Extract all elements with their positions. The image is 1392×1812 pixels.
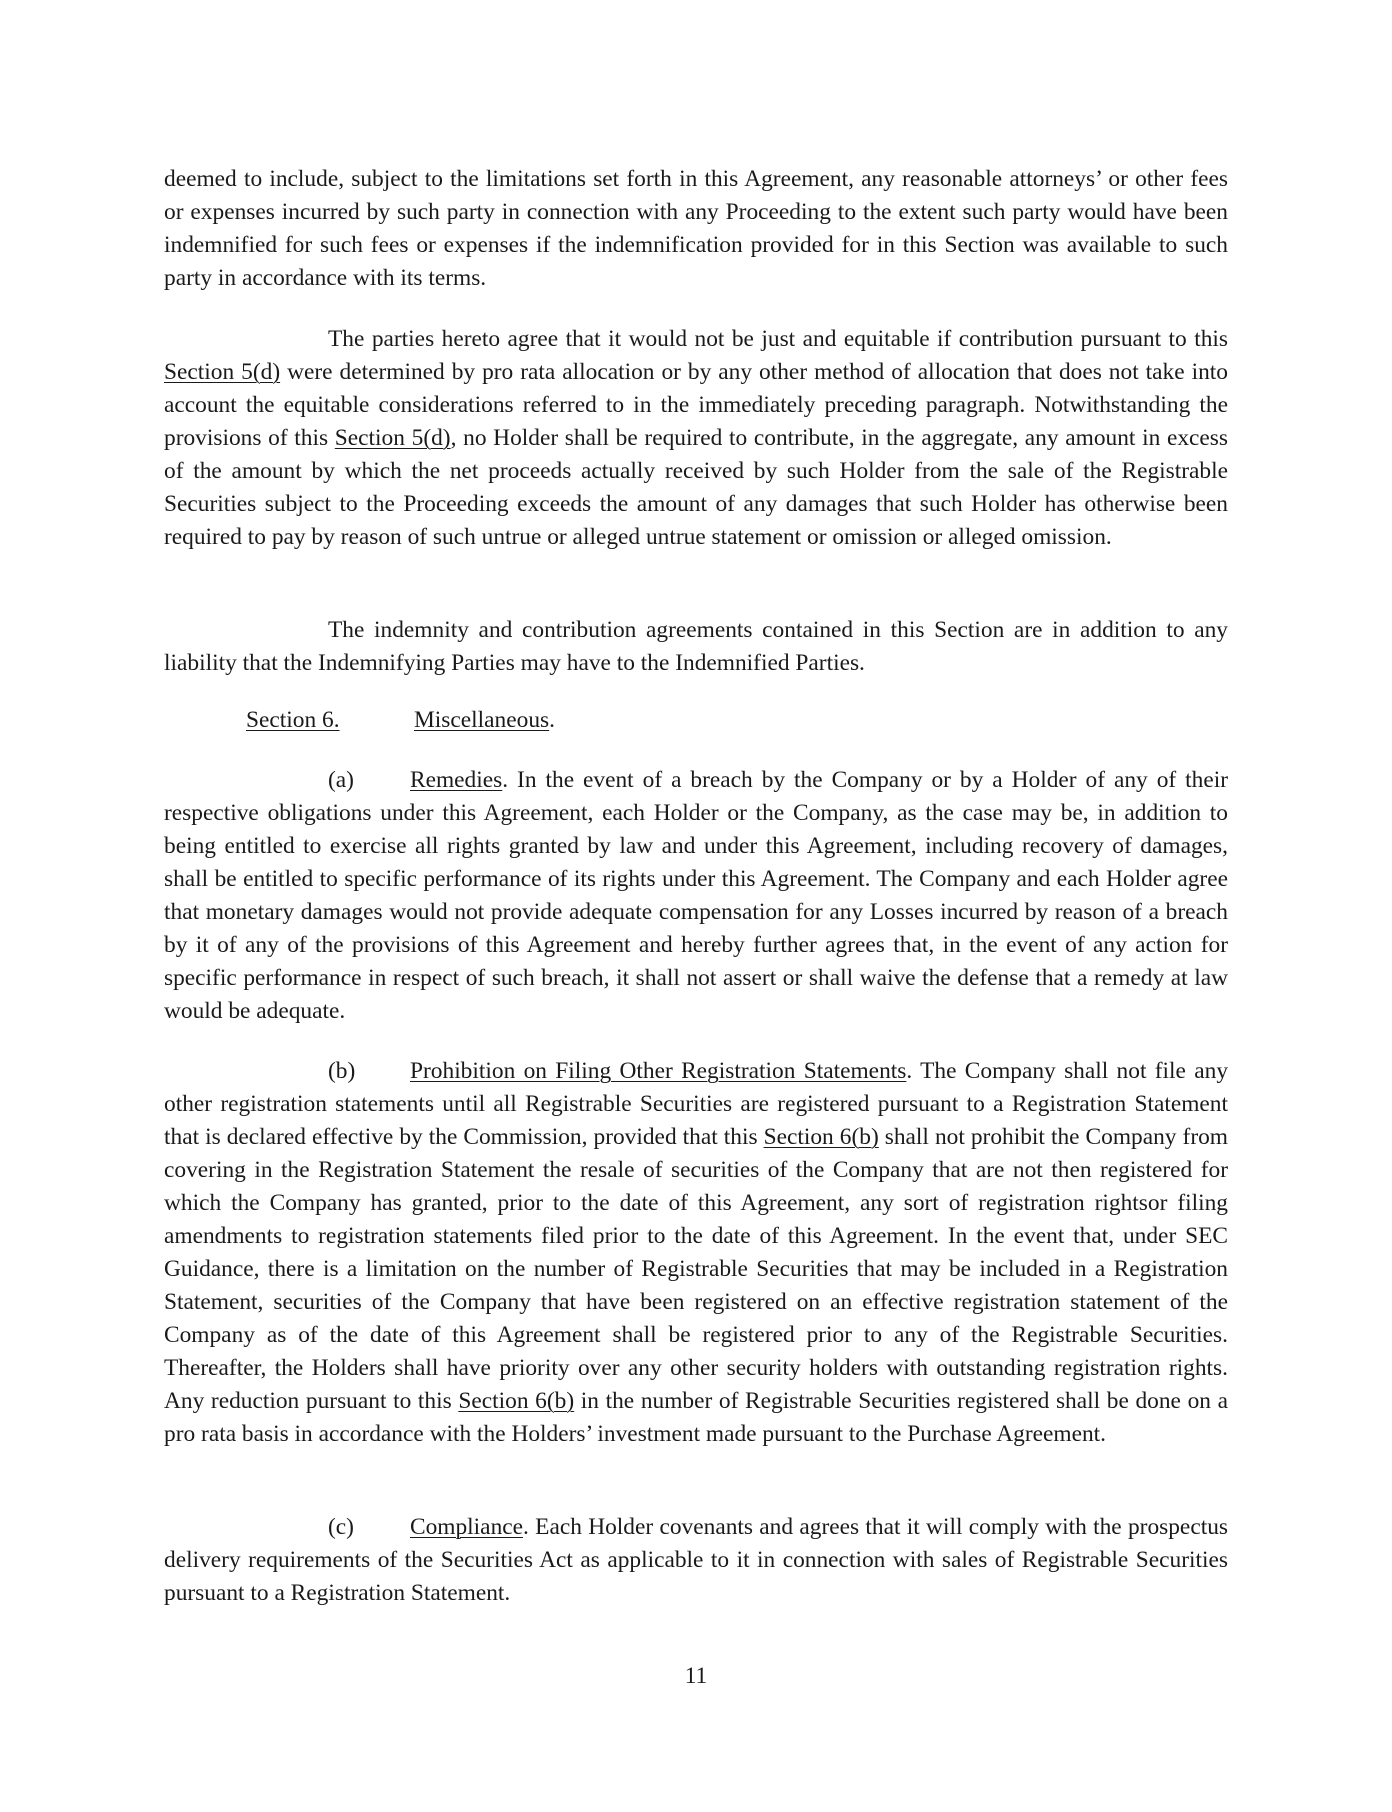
page-number: 11 [684, 1663, 708, 1689]
section-title: Miscellaneous [414, 707, 550, 733]
item-letter: (a) [328, 767, 354, 793]
paragraph-prohibition-filing [164, 1055, 1228, 1451]
item-heading-remedies: Remedies [410, 767, 503, 793]
paragraph-indemnification-fees [164, 163, 1228, 295]
paragraph-indemnity-addition [164, 614, 1228, 680]
paragraph-text: deemed to include, subject to the limitations set forth in this Agreement, any reasonable attorneys’ or other fees or expenses incurred by such party in connection with any Proceeding to the extent such party would have been indemnified for such fees or expenses if the indemnification provided for in this Section was available to such party in accordance with its terms. [164, 166, 1228, 291]
section-5d-reference: Section 5(d) [334, 425, 451, 451]
section-6b-reference: Section 6(b) [763, 1124, 879, 1150]
paragraph-text: in the number of Registrable Securities registered shall be done on a pro rata basis in accordance with the Holders’ investment made pursuant to the Purchase Agreement. [164, 1388, 1228, 1447]
paragraph-text: were determined by pro rata allocation or by any other method of allocation that does not take into account the equitable considerations referred to in the immediately preceding paragraph. Notwithstanding the provisions of this [164, 359, 1228, 451]
paragraph-text: The parties hereto agree that it would not be just and equitable if contribution pursuant to this [328, 326, 1228, 352]
paragraph-text: . The Company shall not file any other registration statements until all Registrable Securities are registered pursuant to a Registration Statement that is declared effective by the Commission, provided that this [164, 1058, 1229, 1150]
paragraph-text: , no Holder shall be required to contribute, in the aggregate, any amount in excess of the amount by which the net proceeds actually received by such Holder from the sale of the Registrable Securities subject to the Proceeding exceeds the amount of any damages that such Holder has otherwise been required to pay by reason of such untrue or alleged untrue statement or omission or alleged omission. [164, 425, 1228, 550]
item-letter: (b) [328, 1058, 356, 1084]
paragraph-text: shall not prohibit the Company from covering in the Registration Statement the resale of securities of the Company that are not then registered for which the Company has granted, prior to the date of this Agreement, any sort of registration rightsor filing amendments to registration statements filed prior to the date of this Agreement. In the event that, under SEC Guidance, there is a limitation on the number of Registrable Securities that may be included in a Registration Statement, securities of the Company that have been registered on an effective registration statement of the Company as of the date of this Agreement shall be registered prior to any of the Registrable Securities. Thereafter, the Holders shall have priority over any other security holders with outstanding registration rights. Any reduction pursuant to this [164, 1124, 1228, 1414]
paragraph-remedies [164, 764, 1228, 1028]
paragraph-compliance [164, 1511, 1228, 1610]
paragraph-text: The indemnity and contribution agreements contained in this Section are in addition to any liability that the Indemnifying Parties may have to the Indemnified Parties. [164, 617, 1228, 676]
section-title-period: . [549, 707, 555, 733]
paragraph-contribution-allocation [164, 323, 1228, 554]
section-number: Section 6. [246, 707, 340, 733]
item-letter: (c) [328, 1514, 354, 1540]
paragraph-text: . In the event of a breach by the Company or by a Holder of any of their respective obligations under this Agreement, each Holder or the Company, as the case may be, in addition to being entitled to exercise all rights granted by law and under this Agreement, including recovery of damages, shall be entitled to specific performance of its rights under this Agreement. The Company and each Holder agree that monetary damages would not provide adequate compensation for any Losses incurred by reason of a breach by it of any of the provisions of this Agreement and hereby further agrees that, in the event of any action for specific performance in respect of such breach, it shall not assert or shall waive the defense that a remedy at law would be adequate. [164, 767, 1228, 1024]
section-5d-reference: Section 5(d) [164, 359, 281, 385]
item-heading-prohibition: Prohibition on Filing Other Registration Statements [410, 1058, 907, 1084]
item-heading-compliance: Compliance [410, 1514, 524, 1540]
paragraph-text: . Each Holder covenants and agrees that it will comply with the prospectus delivery requirements of the Securities Act as applicable to it in connection with sales of Registrable Securities pursuant to a Registration Statement. [164, 1514, 1228, 1606]
section-6-heading [246, 704, 555, 737]
section-6b-reference: Section 6(b) [458, 1388, 575, 1414]
